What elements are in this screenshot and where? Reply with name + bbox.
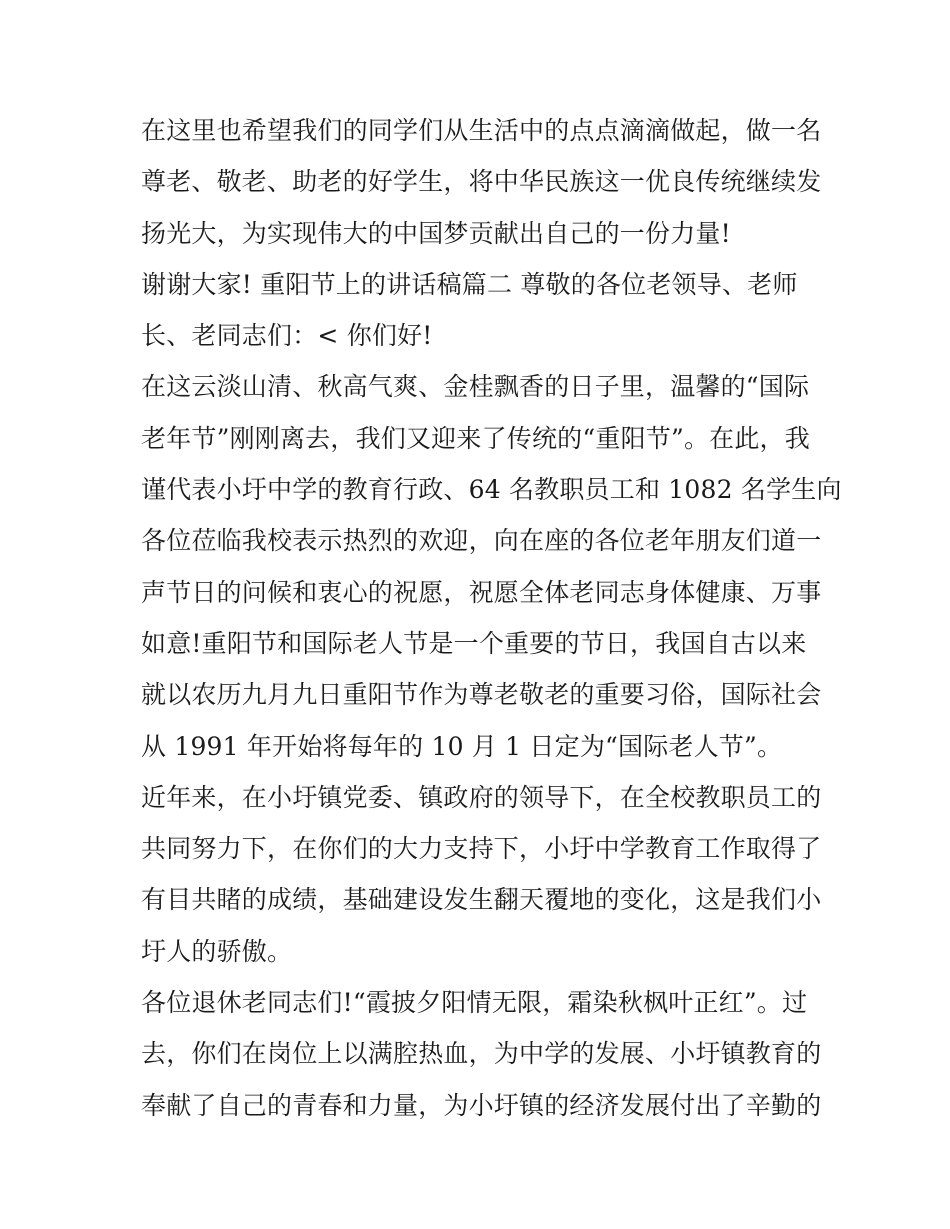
text-line: 长、老同志们：< 你们好! xyxy=(141,321,433,351)
text-line: 在这云淡山清、秋高气爽、金桂飘香的日子里，温馨的“国际 xyxy=(141,372,810,402)
text-line: 尊老、敬老、助老的好学生，将中华民族这一优良传统继续发 xyxy=(141,167,822,197)
text-line: 谢谢大家! 重阳节上的讲话稿篇二 尊敬的各位老领导、老师 xyxy=(141,269,798,299)
text-line: 近年来，在小圩镇党委、镇政府的领导下，在全校教职员工的 xyxy=(141,782,822,812)
text-line: 谨代表小圩中学的教育行政、64 名教职员工和 1082 名学生向 xyxy=(141,475,842,505)
document-body xyxy=(141,105,842,1131)
text-line: 就以农历九月九日重阳节作为尊老敬老的重要习俗，国际社会 xyxy=(141,680,822,710)
text-line: 从 1991 年开始将每年的 10 月 1 日定为“国际老人节”。 xyxy=(141,731,783,761)
text-line: 各位退休老同志们!“霞披夕阳情无限，霜染秋枫叶正红”。过 xyxy=(141,988,808,1018)
text-line: 如意!重阳节和国际老人节是一个重要的节日，我国自古以来 xyxy=(141,628,807,658)
text-line: 有目共睹的成绩，基础建设发生翻天覆地的变化，这是我们小 xyxy=(141,885,822,915)
text-line: 声节日的问候和衷心的祝愿，祝愿全体老同志身体健康、万事 xyxy=(141,577,822,607)
text-line: 奉献了自己的青春和力量，为小圩镇的经济发展付出了辛勤的 xyxy=(141,1090,822,1120)
text-line: 老年节”刚刚离去，我们又迎来了传统的“重阳节”。在此，我 xyxy=(141,423,810,453)
text-line: 各位莅临我校表示热烈的欢迎，向在座的各位老年朋友们道一 xyxy=(141,526,822,556)
text-line: 圩人的骄傲。 xyxy=(141,936,293,966)
text-line: 扬光大，为实现伟大的中国梦贡献出自己的一份力量! xyxy=(141,218,731,248)
text-line: 去，你们在岗位上以满腔热血，为中学的发展、小圩镇教育的 xyxy=(141,1039,822,1069)
text-line: 共同努力下，在你们的大力支持下，小圩中学教育工作取得了 xyxy=(141,834,822,864)
text-line: 在这里也希望我们的同学们从生活中的点点滴滴做起，做一名 xyxy=(141,116,822,145)
